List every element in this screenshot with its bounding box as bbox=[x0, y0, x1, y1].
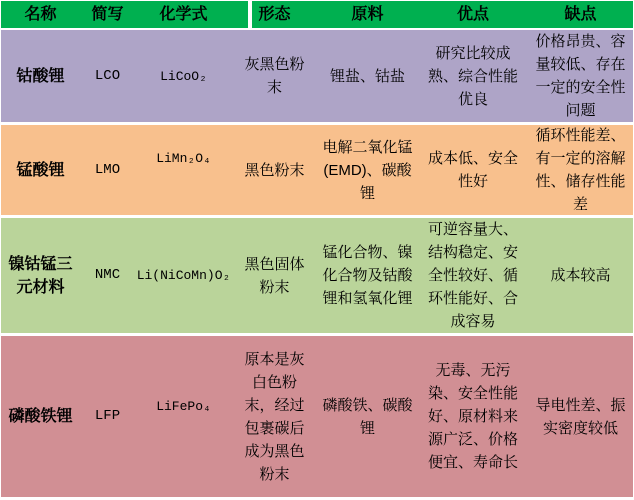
header-cell-cons: 缺点 bbox=[564, 6, 597, 23]
header-cell-abbr: 简写 bbox=[91, 6, 124, 23]
cell-abbr: LFP bbox=[94, 408, 121, 424]
table-row-lfp bbox=[1, 336, 633, 497]
header-cell-materials: 原料 bbox=[351, 6, 384, 23]
table-row-lmo bbox=[1, 125, 633, 215]
cell-cons: 导电性差、振实密度较低 bbox=[535, 396, 626, 437]
cell-form: 灰黑色粉末 bbox=[244, 56, 305, 96]
cell-pros: 可逆容量大、结构稳定、安全性较好、循环性能好、合成容易 bbox=[427, 221, 518, 330]
cell-cons: 价格昂贵、容量较低、存在一定的安全性问题 bbox=[535, 33, 626, 119]
formula-text: LiFePo₄ bbox=[156, 399, 211, 414]
cell-name: 镍钴锰三元材料 bbox=[8, 255, 73, 296]
cell-pros: 无毒、无污染、安全性能好、原材料来源广泛、价格便宜、寿命长 bbox=[427, 362, 518, 471]
formula-text: LiCoO₂ bbox=[160, 68, 207, 84]
header-cell-pros: 优点 bbox=[456, 6, 489, 23]
cell-materials: 电解二氧化锰(EMD)、碳酸锂 bbox=[322, 138, 413, 202]
formula-text: Li(NiCoMn)O₂ bbox=[136, 268, 231, 283]
cell-name: 锰酸锂 bbox=[16, 161, 65, 179]
cell-formula bbox=[135, 218, 232, 333]
cell-name: 钴酸锂 bbox=[16, 67, 65, 85]
cell-name: 磷酸铁锂 bbox=[8, 408, 73, 425]
cell-formula bbox=[135, 336, 232, 497]
header-cell-form: 形态 bbox=[258, 6, 291, 23]
cell-form: 黑色粉末 bbox=[244, 161, 305, 179]
cell-abbr: LCO bbox=[94, 67, 121, 84]
cell-abbr: LMO bbox=[94, 161, 121, 178]
table-row-nmc bbox=[1, 218, 633, 333]
cell-cons: 循环性能差、有一定的溶解性、储存性能差 bbox=[535, 127, 626, 213]
cell-formula bbox=[135, 125, 232, 215]
header-divider bbox=[248, 1, 252, 28]
header-cell-formula: 化学式 bbox=[159, 6, 208, 23]
cell-pros: 成本低、安全性好 bbox=[427, 150, 518, 190]
cell-materials: 磷酸铁、碳酸锂 bbox=[322, 396, 413, 437]
cell-form: 原本是灰白色粉末，经过包裹碳后成为黑色粉末 bbox=[244, 350, 305, 483]
cell-materials: 锂盐、钴盐 bbox=[329, 67, 405, 85]
cell-formula bbox=[135, 30, 232, 122]
cell-materials: 锰化合物、镍化合物及钴酸锂和氢氧化锂 bbox=[322, 244, 413, 307]
cell-abbr: NMC bbox=[94, 267, 121, 283]
cell-pros: 研究比较成熟、综合性能优良 bbox=[427, 44, 518, 108]
formula-text: LiMn₂O₄ bbox=[156, 150, 211, 166]
header-cell-name: 名称 bbox=[24, 6, 57, 23]
cell-cons: 成本较高 bbox=[550, 267, 611, 284]
table-row-lco bbox=[1, 30, 633, 122]
table-header-row bbox=[1, 1, 633, 28]
cell-form: 黑色固体粉末 bbox=[244, 255, 305, 296]
